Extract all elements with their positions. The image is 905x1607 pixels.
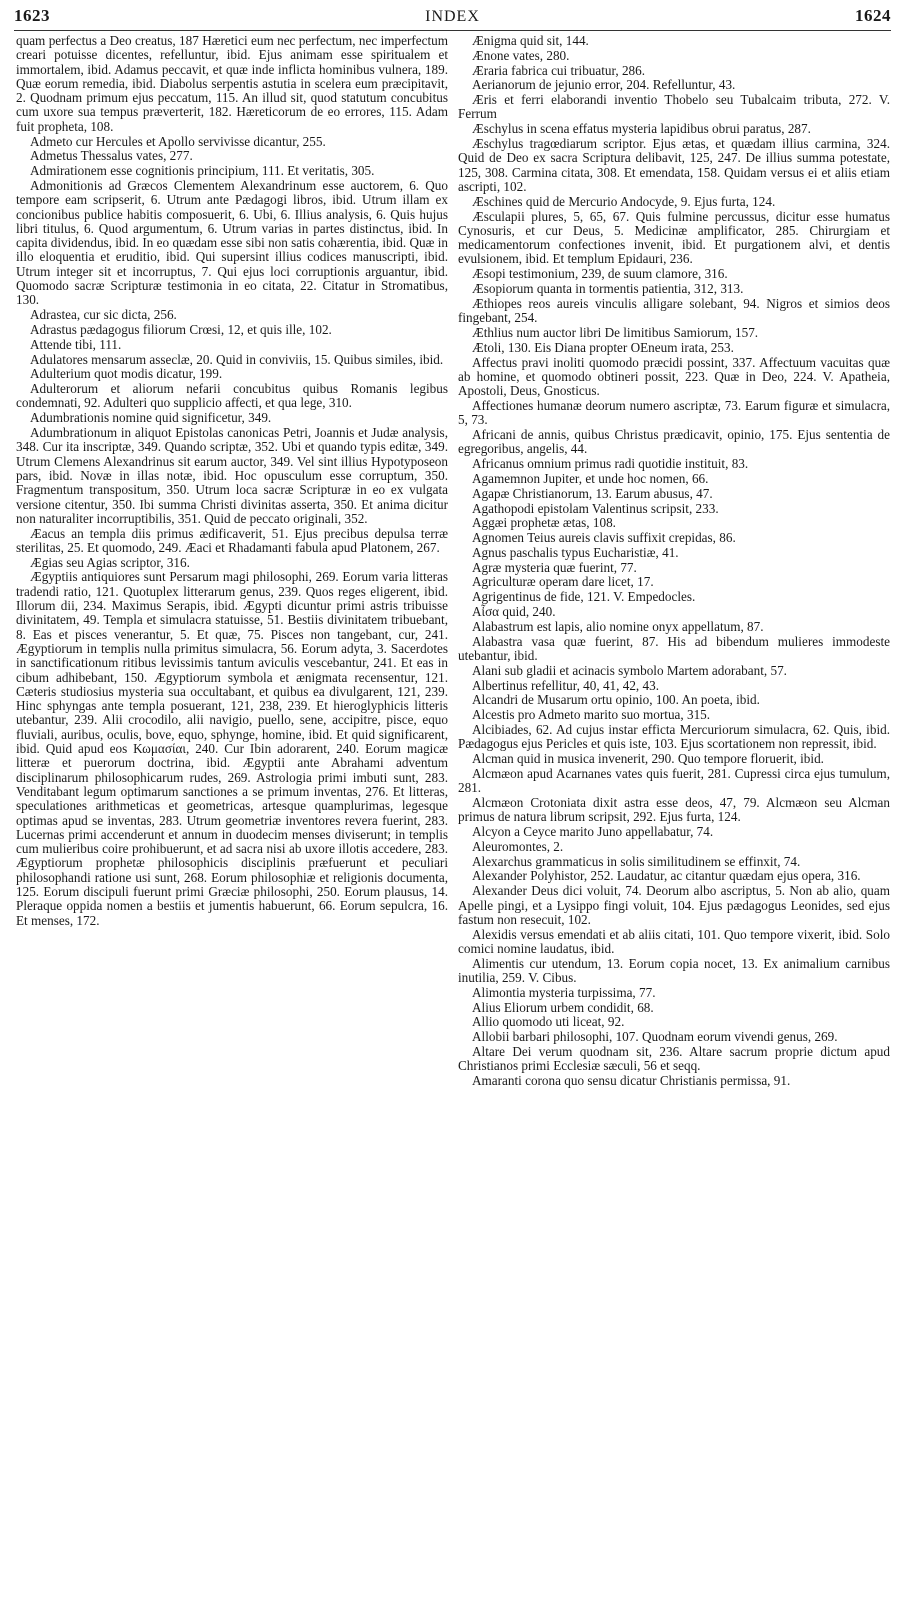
index-entry: Alcestis pro Admeto marito suo mortua, 315. xyxy=(472,707,711,723)
index-entry: Ægias seu Agias scriptor, 316. xyxy=(30,554,190,570)
index-entry: Alabastrum est lapis, alio nomine onyx appellatum, 87. xyxy=(472,618,764,634)
index-entry: Ætoli, 130. Eis Diana propter OEneum irata, 253. xyxy=(472,339,734,355)
index-entry: Æris et ferri elaborandi inventio Thobelo seu Tubalcaim tributa, 272. V. Ferrum xyxy=(458,92,890,122)
index-entry: Africani de annis, quibus Christus prædicavit, opinio, 175. Ejus sententia de egregoribus, angelis, 44. xyxy=(458,427,890,457)
index-entry: Alimontia mysteria turpissima, 77. xyxy=(472,984,656,1000)
index-entry: Alexander Polyhistor, 252. Laudatur, ac citantur quædam ejus opera, 316. xyxy=(472,868,861,884)
index-entry: Æthiopes reos aureis vinculis alligare solebant, 94. Nigros et simios deos fingebant, 254. xyxy=(458,295,890,326)
index-entry: Æschylus in scena effatus mysteria lapidibus obrui paratus, 287. xyxy=(472,121,811,137)
index-entry: Admetus Thessalus vates, 277. xyxy=(30,148,193,164)
index-entry: Affectus pravi inoliti quomodo præcidi possint, 337. Affectuum vacuitas quæ ab homine, et quomodo obtineri possit, 223. Quæ in Deo, 224. V. Apatheia, Apostoli, Deus, Gnosticus. xyxy=(458,354,890,399)
index-entry: Alcmæon Crotoniata dixit astra esse deos, 47, 79. Alcmæon seu Alcman primus de natura librum scripsit, 292. Ejus furta, 124. xyxy=(458,794,890,825)
index-entry: Æthlius num auctor libri De limitibus Samiorum, 157. xyxy=(472,324,759,340)
left-page-number: 1623 xyxy=(14,6,50,25)
index-entry: Agamemnon Jupiter, et unde hoc nomen, 66. xyxy=(472,470,709,486)
index-entry: Adulterium quot modis dicatur, 199. xyxy=(30,366,223,382)
index-entry: quam perfectus a Deo creatus, 187 Hæretici eum nec perfectum, nec imperfectum creari potuisse dicentes, refelluntur, ibid. Ejus animam esse spiritualem et immortalem, ibid. Adamus peccavit, et quæ inde inflicta hominibus vulnera, 189. Quæ eorum remedia, ibid. Diabolus serpentis astutia in scelera eum præcipitavit, 2. Quodnam primum ejus peccatum, 115. An illud sit, quod statutum concubitus cum uxore sua tempus præverterit, 182. Hæreticorum de eo errores, 115. Adam fuit propheta, 108. xyxy=(16,33,448,134)
index-entry: Alcandri de Musarum ortu opinio, 100. An poeta, ibid. xyxy=(472,692,760,708)
index-entry: Admonitionis ad Græcos Clementem Alexandrinum esse auctorem, 6. Quo tempore eam scripserit, 6. Utrum ante Pædagogi libros, ibid. Utrum illam ex concionibus publice habitis composuerit, 6. Ubi, 6. Illius analysis, 6. Quis hujus libri titulus, 6. Quod argumentum, 6. Utrum varias in partes distinctus, ibid. In capita dividendus, ibid. In eo quædam esse sibi non satis cohærentia, ibid. Quæ in illo eloquentia et eruditio, ibid. Qui supersint illius codices manuscripti, ibid. Utrum integer sit et incorruptus, 7. Qui ejus loci corruptionis arguantur, ibid. Quomodo sacræ Scripturæ testimonia in eo citata, 22. Citatur in Stromatibus, 130. xyxy=(16,177,448,308)
page-title: INDEX xyxy=(425,8,480,25)
index-entry: Alcibiades, 62. Ad cujus instar efficta Mercuriorum simulacra, 62. Quis, ibid. Pædagogus ejus Pericles et quis iste, 103. Ejus scortationem non repressit, ibid. xyxy=(458,721,890,752)
index-entry: Agathopodi epistolam Valentinus scripsit, 233. xyxy=(472,500,719,516)
right-column xyxy=(458,34,890,1089)
index-entry: Ænigma quid sit, 144. xyxy=(472,33,589,48)
index-entry: Alius Eliorum urbem condidit, 68. xyxy=(472,999,654,1015)
index-entry: Adrastus pædagogus filiorum Crœsi, 12, et quis ille, 102. xyxy=(30,321,332,337)
index-entry: Æsculapii plures, 5, 65, 67. Quis fulmine percussus, dicitur esse humatus Cynosuris, et cur Deus, 5. Medicinæ amplificator, 285. Chirurgiam et medicamentorum confectiones invenit, ibid. Et purgationem alvi, et dentis evulsionem, ibid. Et templum Epidauri, 236. xyxy=(458,208,890,267)
index-entry: Alexidis versus emendati et ab aliis citati, 101. Quo tempore vixerit, ibid. Solo comici nomine laudatus, ibid. xyxy=(458,926,890,956)
index-entry: Adulatores mensarum asseclæ, 20. Quid in conviviis, 15. Quibus similes, ibid. xyxy=(30,351,444,367)
index-entry: Agnomen Teius aureis clavis suffixit crepidas, 86. xyxy=(472,530,736,546)
index-entry: Alcman quid in musica invenerit, 290. Quo tempore floruerit, ibid. xyxy=(472,751,824,767)
index-entry: Agriculturæ operam dare licet, 17. xyxy=(472,574,654,590)
index-entry: Alcyon a Ceyce marito Juno appellabatur, 74. xyxy=(472,824,714,840)
index-entry: Agapæ Christianorum, 13. Earum abusus, 47. xyxy=(472,485,713,501)
index-entry: Africanus omnium primus radi quotidie instituit, 83. xyxy=(472,456,749,472)
index-entry: Ænone vates, 280. xyxy=(472,47,570,63)
index-entry: Alexarchus grammaticus in solis similitudinem se effinxit, 74. xyxy=(472,853,801,869)
index-entry: Aggæi prophetæ ætas, 108. xyxy=(472,515,616,531)
index-entry: Agræ mysteria quæ fuerint, 77. xyxy=(472,559,637,575)
index-entry: Alexander Deus dici voluit, 74. Deorum albo ascriptus, 5. Non ab alio, quam Apelle pingi, et a Lysippo fingi voluit, 104. Ejus pædagogus Leonides, sed ejus fastum non resecuit, 102. xyxy=(458,883,890,927)
left-column xyxy=(16,34,448,928)
index-entry: Adulterorum et aliorum nefarii concubitus quibus Romanis legibus condemnati, 92. Adulteri quo supplicio affecti, et qua lege, 310. xyxy=(16,381,448,411)
index-entry: Æschines quid de Mercurio Andocyde, 9. Ejus furta, 124. xyxy=(472,193,776,209)
right-page-number: 1624 xyxy=(854,6,891,25)
index-entry: Æsopi testimonium, 239, de suum clamore, 316. xyxy=(472,266,728,282)
index-entry: Aἶσα quid, 240. xyxy=(472,604,556,620)
index-entry: Aerianorum de jejunio error, 204. Refelluntur, 43. xyxy=(472,77,736,93)
index-entry: Affectiones humanæ deorum numero ascriptæ, 73. Earum figuræ et simulacra, 5, 73. xyxy=(458,397,890,428)
index-entry: Æsopiorum quanta in tormentis patientia, 312, 313. xyxy=(472,281,744,297)
index-entry: Alani sub gladii et acinacis symbolo Martem adorabant, 57. xyxy=(472,662,787,678)
index-entry: Allio quomodo uti liceat, 92. xyxy=(472,1014,625,1030)
index-entry: Adumbrationis nomine quid significetur, 349. xyxy=(30,410,272,426)
index-entry: Alabastra vasa quæ fuerint, 87. His ad bibendum mulieres immodeste utebantur, ibid. xyxy=(458,633,890,663)
index-entry: Admeto cur Hercules et Apollo servivisse dicantur, 255. xyxy=(30,133,326,149)
index-entry: Admirationem esse cognitionis principium, 111. Et veritatis, 305. xyxy=(30,163,375,179)
index-entry: Altare Dei verum quodnam sit, 236. Altare sacrum proprie dictum apud Christianos primi Ecclesiæ sæculi, 56 et seqq. xyxy=(458,1043,890,1074)
index-entry: Alcmæon apud Acarnanes vates quis fuerit, 281. Cupressi circa ejus tumulum, 281. xyxy=(458,765,890,796)
index-entry: Amaranti corona quo sensu dicatur Christianis permissa, 91. xyxy=(472,1073,791,1089)
index-entry: Adrastea, cur sic dicta, 256. xyxy=(30,307,177,323)
index-entry: Aleuromontes, 2. xyxy=(472,838,564,854)
index-entry: Attende tibi, 111. xyxy=(30,336,122,352)
index-entry: Æraria fabrica cui tribuatur, 286. xyxy=(472,62,646,78)
index-entry: Adumbrationum in aliquot Epistolas canonicas Petri, Joannis et Judæ analysis, 348. Cur ita inscriptæ, 349. Quando scriptæ, 352. Ubi et quando typis editæ, 349. Utrum Clemens Alexandrinus sit earum auctor, 349. Vel sint illius Hypotyposeon pars, ibid. Novæ in illas notæ, ibid. Hoc opusculum esse corruptum, 350. Fragmentum transpositum, 350. Utrum loca sacræ Scripturæ in eo ex vulgata versione citentur, 350. Ibi summa Christi divinitas asserta, 350. Et anima dicitur non naturaliter incorruptibilis, 351. Quid de peccato originali, 352. xyxy=(16,425,448,526)
index-entry: Æschylus tragœdiarum scriptor. Ejus ætas, et quædam illius carmina, 324. Quid de Deo ex sacra Scriptura delibavit, 125, 247. De illius summa potestate, 125, 308. Carmina citata, 308. Et emendata, 158. Quidam versus ei et aliis etiam ascripti, 102. xyxy=(458,136,890,194)
index-entry: Allobii barbari philosophi, 107. Quodnam eorum vivendi genus, 269. xyxy=(472,1029,838,1045)
index-entry: Agrigentinus de fide, 121. V. Empedocles. xyxy=(472,589,696,605)
index-entry: Alimentis cur utendum, 13. Eorum copia nocet, 13. Ex animalium carnibus inutilia, 259. V. Cibus. xyxy=(458,955,890,985)
index-entry: Albertinus refellitur, 40, 41, 42, 43. xyxy=(472,677,659,693)
header-rule xyxy=(14,30,891,31)
index-entry: Æacus an templa diis primus ædificaverit, 51. Ejus precibus depulsa terræ sterilitas, 25. Et quomodo, 249. Æaci et Rhadamanti fabula apud Platonem, 267. xyxy=(16,525,448,555)
index-entry: Ægyptiis antiquiores sunt Persarum magi philosophi, 269. Eorum varia litteras tradendi ratio, 121. Quotuplex litterarum genus, 239. Quos reges eligerent, ibid. Illorum dii, 234. Maximus Serapis, ibid. Ægypti dicuntur primi astris tribuisse divinitatem, 49. Templa et simulacra statuisse, 51. Bestiis divinitatem tribuebant, 8. Eas et pisces venerantur, 5. Et quæ, 75. Pisces non tangebant, cur, 241. Ægyptiorum in templis nulla primitus simulacra, 56. Eorum adyta, 3. Sacerdotes in sanctificationum ritibus levissimis tantum aviculis vescebantur, 241. Et eas in cibum adhibebant, 150. Ægyptiorum symbola et ænigmata recensentur, 121. Cæteris studiosius mysteria sua occultabant, et quibus ea divulgarent, 121, 239. Hinc sphyngas ante templa posuerant, 121, 238, 239. Et hieroglyphicis litteris utebantur, 239. Alii crocodilo, alii navigio, puello, sene, accipitre, pisce, equo fluviali, auribus, oculis, bove, equo, sphynge, homine, ibid. Et quid significarent, ibid. Quid apud eos Κωμασίαι, 240. Cur Ibin adorarent, 240. Eorum magicæ litteræ et puerorum doctrina, ibid. Ægyptii ante Abrahami adventum disciplinarum philosophicarum rudes, 269. Astrologia primi imbuti sunt, 283. Venditabant legum optimarum sanctiones a se primum inventas, 276. Et litteras, speculationes arithmeticas et geometricas, artesque quamplurimas, legesque optimas apud se inventas, 283. Utrum geometriæ inventores revera fuerint, 283. Lucernas primi accenderunt et annum in duodecim menses diviserunt; in templis cum mulieribus coire prohibuerunt, et ad sacra nisi ab uxore illotis accedere, 283. Ægyptiorum prophetæ philosophicis disciplinis præfuerunt et peculiari philosophandi ratione usi sunt, 268. Eorum philosophiæ et religionis documenta, 125. Eorum discipuli fuerunt primi Græciæ philosophi, 250. Eorum plausus, 14. Pleraque oppida nomen a bestiis et jumentis habuerunt, 66. Eorum sepulcra, 16. Et menses, 172. xyxy=(16,569,448,928)
index-entry: Agnus paschalis typus Eucharistiæ, 41. xyxy=(472,544,679,560)
page-header xyxy=(14,6,891,32)
